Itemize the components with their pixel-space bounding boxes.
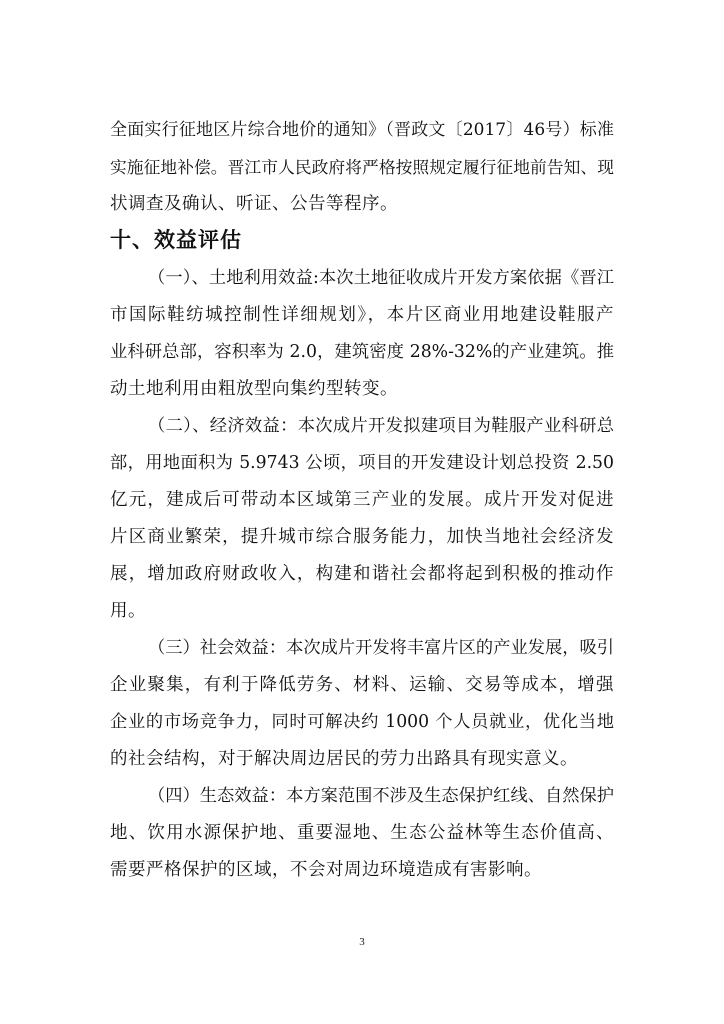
text-line: 市国际鞋纺城控制性详细规划》，本片区商业用地建设鞋服产 (110, 305, 614, 325)
text-line: 地、饮用水源保护地、重要湿地、生态公益林等生态价值高、 (110, 823, 614, 843)
text-line: 企业的市场竞争力，同时可解决约 1000 个人员就业，优化当地 (110, 712, 614, 732)
text-line: 动土地利用由粗放型向集约型转变。 (110, 379, 398, 399)
text-line: （四）生态效益：本方案范围不涉及生态保护红线、自然保护 (148, 786, 614, 806)
text-line: （三）社会效益：本次成片开发将丰富片区的产业发展，吸引 (148, 638, 614, 658)
text-line: 企业聚集，有利于降低劳务、材料、运输、交易等成本，增强 (110, 675, 614, 695)
text-line: （一）、土地利用效益:本次土地征收成片开发方案依据《晋江 (148, 268, 614, 288)
text-line: 展，增加政府财政收入，构建和谐社会都将起到积极的推动作 (110, 564, 614, 584)
text-line: 状调查及确认、听证、公告等程序。 (110, 194, 398, 214)
text-line: 的社会结构，对于解决周边居民的劳力出路具有现实意义。 (110, 749, 578, 769)
text-line: 业科研总部，容积率为 2.0，建筑密度 28%-32%的产业建筑。推 (110, 342, 614, 362)
text-line: 亿元，建成后可带动本区域第三产业的发展。成片开发对促进 (110, 490, 614, 510)
text-line: 部，用地面积为 5.9743 公顷，项目的开发建设计划总投资 2.50 (110, 453, 614, 473)
text-line: 需要严格保护的区域，不会对周边环境造成有害影响。 (110, 860, 542, 880)
page-number: 3 (359, 936, 365, 948)
section-heading: 十、效益评估 (110, 228, 242, 252)
text-line: 实施征地补偿。晋江市人民政府将严格按照规定履行征地前告知、现 (110, 157, 614, 177)
text-line: 用。 (110, 601, 146, 621)
text-line: 片区商业繁荣，提升城市综合服务能力，加快当地社会经济发 (110, 527, 614, 547)
text-line: （二）、经济效益：本次成片开发拟建项目为鞋服产业科研总 (148, 416, 614, 436)
text-line: 全面实行征地区片综合地价的通知》（晋政文〔2017〕46号）标准 (110, 120, 614, 140)
